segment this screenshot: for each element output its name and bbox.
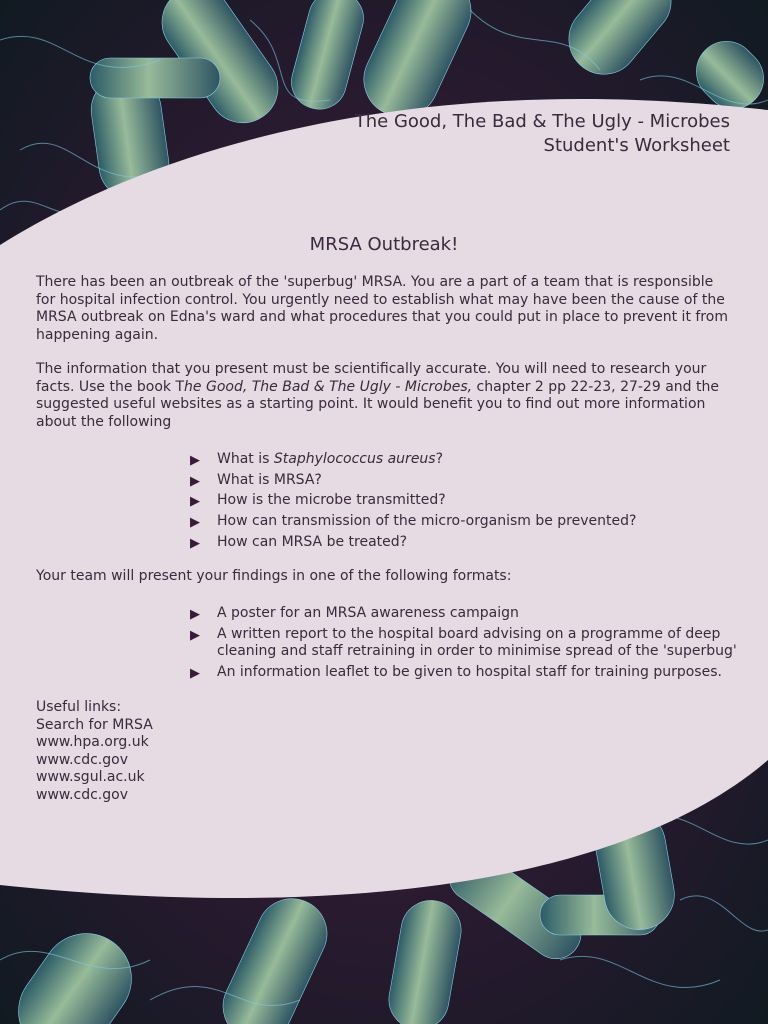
intro-paragraph: There has been an outbreak of the 'superbug' MRSA. You are a part of a team that is responsible for hospital infection control. You urgently need to establish what may have been the cause of the MRSA outbreak on Edna's ward and what procedures that you could put in place to prevent it from happening again. (36, 274, 728, 343)
triangle-bullet-icon: ▶ (190, 665, 200, 681)
list-item: ▶ A written report to the hospital board advising on a programme of deep cleaning and staff retraining in order to minimise spread of the 'superbug' (190, 625, 737, 660)
format-list (190, 605, 750, 685)
list-item: ▶ An information leaflet to be given to hospital staff for training purposes. (190, 663, 722, 681)
research-text-c: chapter 2 pp 22-23, 27-29 and the suggested useful websites as a starting point. It would benefit you to find out more information about the following (36, 378, 719, 430)
book-title: he Good, The Bad & The Ugly - Microbes, (184, 378, 473, 395)
link-item[interactable]: www.cdc.gov (36, 751, 128, 768)
research-paragraph (36, 361, 736, 431)
research-text-a: The information that you present must be scientifically accurate. You will need to research your facts. Use the book T (36, 361, 707, 395)
link-item[interactable]: www.cdc.gov (36, 786, 128, 803)
triangle-bullet-icon: ▶ (190, 535, 200, 551)
links-heading: Useful links: (36, 699, 122, 715)
page-title: MRSA Outbreak! (309, 234, 459, 255)
triangle-bullet-icon: ▶ (190, 473, 200, 489)
header-subtitle: Student's Worksheet (543, 135, 730, 156)
useful-links (36, 699, 153, 804)
list-item: ▶ How can MRSA be treated? (190, 533, 408, 551)
triangle-bullet-icon: ▶ (190, 453, 200, 468)
question-list (190, 451, 750, 554)
link-item[interactable]: www.sgul.ac.uk (36, 769, 145, 785)
list-item: ▶ What is MRSA? (190, 471, 322, 489)
triangle-bullet-icon: ▶ (190, 627, 200, 643)
triangle-bullet-icon: ▶ (190, 607, 200, 622)
link-item[interactable]: www.hpa.org.uk (36, 734, 149, 750)
link-item[interactable]: Search for MRSA (36, 716, 153, 733)
list-item: ▶ A poster for an MRSA awareness campaign (190, 605, 519, 622)
list-item: ▶ What is Staphylococcus aureus? (190, 451, 444, 468)
header-series-title: The Good, The Bad & The Ugly - Microbes (354, 111, 730, 132)
worksheet-header (355, 110, 730, 158)
triangle-bullet-icon: ▶ (190, 494, 200, 510)
list-item: ▶ How can transmission of the micro-organism be prevented? (190, 513, 637, 531)
formats-intro: Your team will present your findings in one of the following formats: (36, 568, 512, 584)
list-item: ▶ How is the microbe transmitted? (190, 492, 446, 510)
triangle-bullet-icon: ▶ (190, 515, 200, 531)
